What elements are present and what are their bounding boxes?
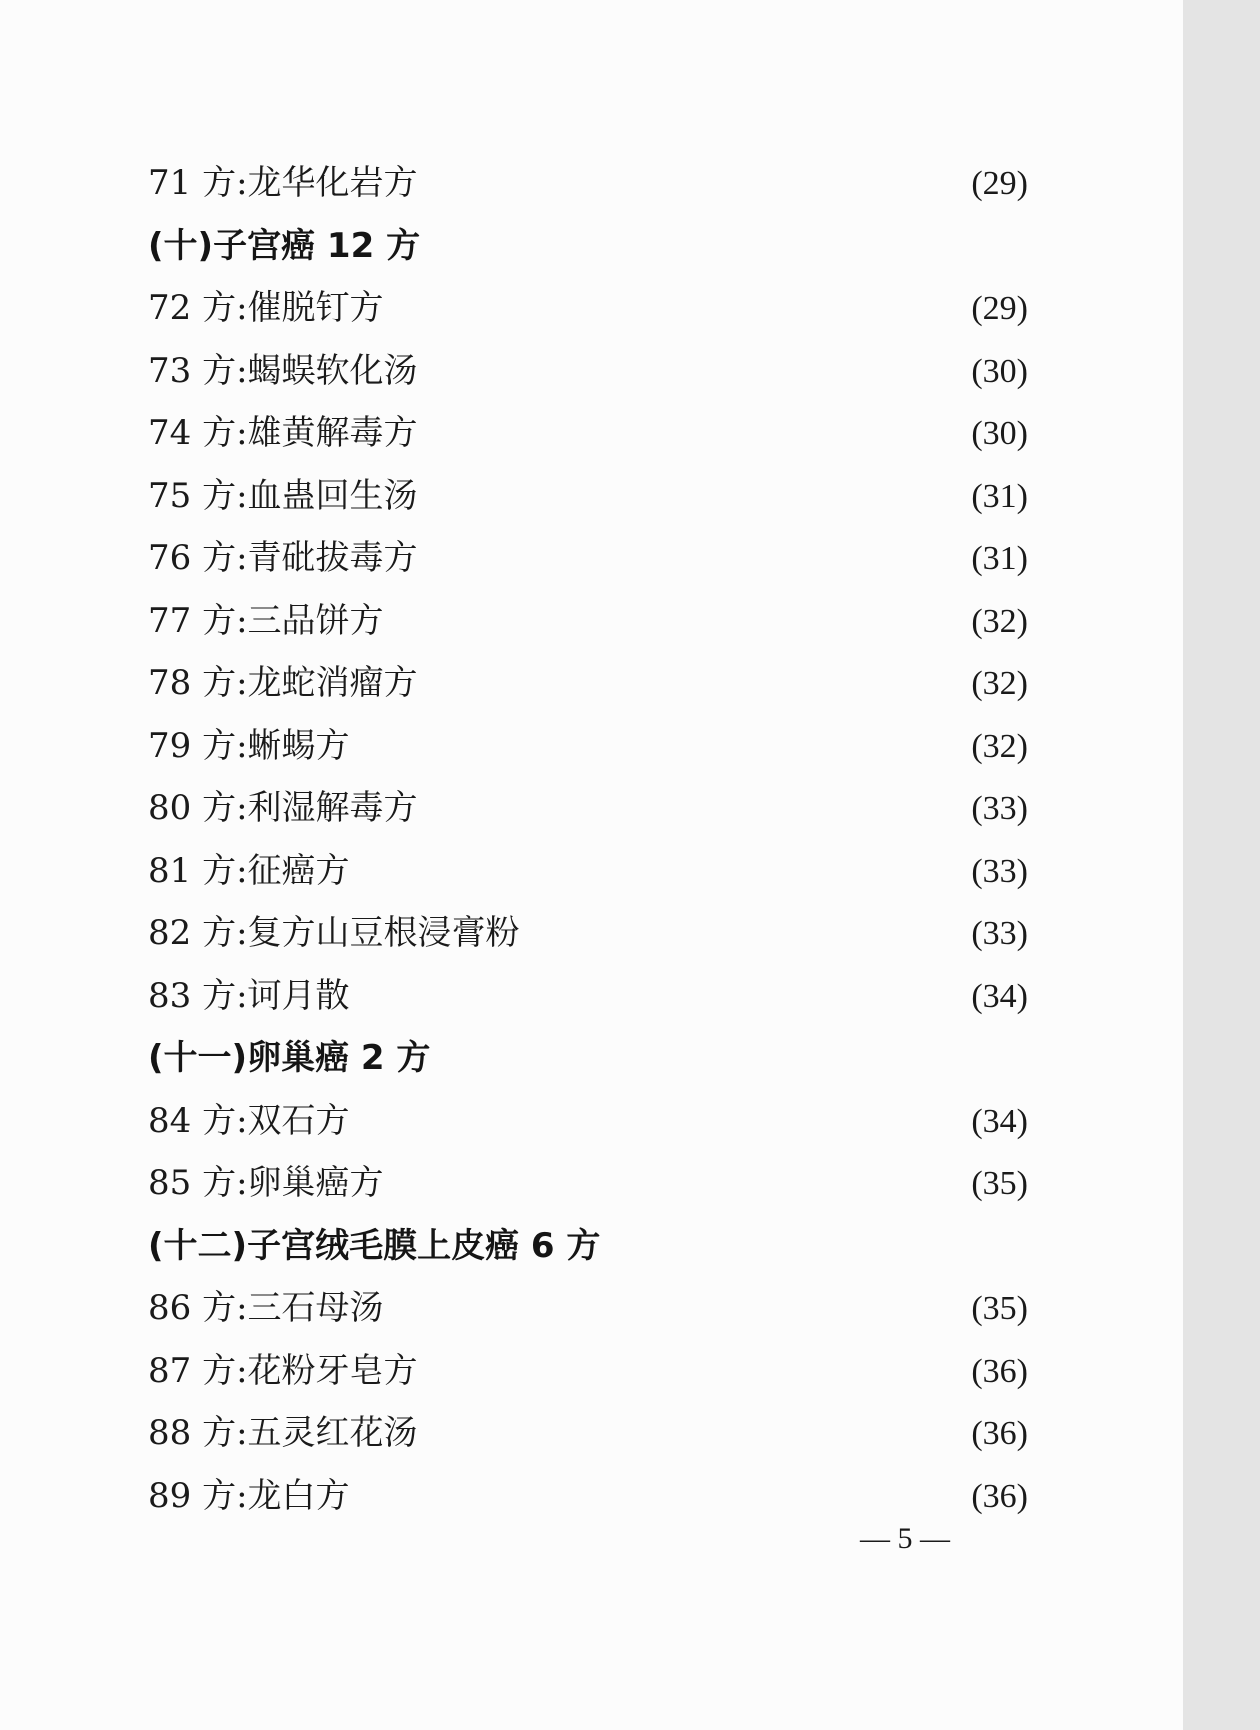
entry-label: [148, 340, 418, 403]
entry-page-number: (32): [971, 727, 1028, 765]
entry-number: 73: [148, 350, 192, 391]
dot-leader: [428, 551, 962, 571]
entry-title: 方:青砒拔毒方: [202, 538, 418, 578]
dot-leader: [394, 1176, 962, 1196]
dot-leader: [360, 989, 962, 1009]
entry-number: 76: [148, 538, 192, 578]
entry-page-number: (29): [971, 290, 1028, 327]
toc-entry: [148, 777, 1028, 840]
entry-title: 方:利湿解毒方: [202, 788, 418, 828]
entry-label: [148, 1465, 350, 1528]
entry-page-number: (33): [971, 852, 1028, 890]
entry-title: 方:蜥蜴方: [202, 725, 350, 766]
entry-label: [148, 527, 418, 590]
entry-page-number: (36): [971, 1477, 1028, 1515]
entry-title: 方:花粉牙皂方: [202, 1350, 418, 1391]
dot-leader: [360, 1114, 962, 1134]
toc-entry: [148, 902, 1028, 965]
entry-number: 75: [148, 475, 192, 516]
toc-entry: [148, 1465, 1028, 1528]
entry-title: 方:雄黄解毒方: [202, 413, 418, 453]
entry-title: 方:龙白方: [202, 1475, 350, 1516]
entry-title: 方:五灵红花汤: [202, 1413, 418, 1453]
entry-number: 85: [148, 1163, 192, 1203]
dot-leader: [360, 739, 962, 759]
entry-label: [148, 840, 350, 903]
entry-title: 方:征癌方: [202, 850, 350, 891]
entry-number: 87: [148, 1350, 192, 1391]
entry-page-number: (29): [971, 165, 1028, 202]
entry-page-number: (36): [971, 1415, 1028, 1452]
entry-label: [148, 1277, 384, 1340]
toc-entry: [148, 965, 1028, 1028]
entry-label: [148, 965, 350, 1028]
entry-page-number: (32): [971, 665, 1028, 702]
dot-leader: [360, 1489, 962, 1509]
dot-leader: [428, 426, 962, 446]
dot-leader: [394, 301, 962, 321]
toc-entry: [148, 340, 1028, 403]
entry-number: 72: [148, 288, 192, 328]
entry-number: 79: [148, 725, 192, 766]
entry-page-number: (30): [971, 352, 1028, 390]
entry-number: 71: [148, 163, 192, 203]
entry-label: [148, 402, 418, 465]
entry-label: [148, 777, 418, 840]
entry-page-number: (34): [971, 1102, 1028, 1140]
dot-leader: [428, 801, 962, 821]
entry-title: 方:蝎蜈软化汤: [202, 350, 418, 391]
entry-page-number: (33): [971, 915, 1028, 952]
entry-label: [148, 1402, 418, 1465]
entry-title: 方:血蛊回生汤: [202, 475, 418, 516]
entry-title: 方:双石方: [202, 1100, 350, 1141]
entry-label: [148, 715, 350, 778]
entry-label: [148, 1340, 418, 1403]
entry-title: 方:诃月散: [202, 975, 350, 1016]
toc-entry: [148, 465, 1028, 528]
toc-entry: [148, 590, 1028, 653]
entry-title: 方:卵巢癌方: [202, 1163, 384, 1203]
toc-entry: [148, 1152, 1028, 1215]
entry-label: [148, 652, 418, 715]
entry-page-number: (31): [971, 540, 1028, 577]
toc-entry: [148, 1277, 1028, 1340]
entry-number: 80: [148, 788, 192, 828]
entry-number: 81: [148, 850, 192, 891]
section-title: (十二)子宫绒毛膜上皮癌 6 方: [148, 1225, 601, 1266]
entry-page-number: (35): [971, 1165, 1028, 1202]
toc-entry: [148, 1402, 1028, 1465]
entry-number: 83: [148, 975, 192, 1016]
toc-entry: [148, 277, 1028, 340]
toc-entry: [148, 152, 1028, 215]
section-heading: [148, 1027, 1028, 1090]
dot-leader: [428, 1426, 962, 1446]
entry-number: 88: [148, 1413, 192, 1453]
entry-number: 78: [148, 663, 192, 703]
dot-leader: [428, 676, 962, 696]
toc-entry: [148, 715, 1028, 778]
entry-title: 方:催脱钉方: [202, 288, 384, 328]
entry-label: [148, 152, 418, 215]
dot-leader: [428, 176, 962, 196]
toc-entry: [148, 1340, 1028, 1403]
entry-label: [148, 1090, 350, 1153]
entry-title: 方:龙蛇消瘤方: [202, 663, 418, 703]
entry-title: 方:三石母汤: [202, 1288, 384, 1328]
toc-entry: [148, 840, 1028, 903]
dot-leader: [394, 1301, 962, 1321]
entry-number: 89: [148, 1475, 192, 1516]
entry-number: 84: [148, 1100, 192, 1141]
entry-number: 77: [148, 600, 192, 641]
entry-page-number: (30): [971, 415, 1028, 452]
dot-leader: [394, 614, 962, 634]
entry-label: [148, 1152, 384, 1215]
entry-page-number: (34): [971, 977, 1028, 1015]
dot-leader: [428, 1364, 962, 1384]
dot-leader: [530, 926, 962, 946]
entry-label: [148, 902, 520, 965]
section-heading: [148, 215, 1028, 278]
section-title: (十一)卵巢癌 2 方: [148, 1038, 431, 1078]
entry-title: 方:龙华化岩方: [202, 163, 418, 203]
entry-title: 方:复方山豆根浸膏粉: [202, 913, 520, 953]
entry-number: 82: [148, 913, 192, 953]
entry-number: 86: [148, 1288, 192, 1328]
dot-leader: [360, 864, 962, 884]
entry-page-number: (33): [971, 790, 1028, 827]
entry-number: 74: [148, 413, 192, 453]
table-of-contents: [148, 152, 1028, 1527]
entry-page-number: (32): [971, 602, 1028, 640]
dot-leader: [428, 364, 962, 384]
section-heading: [148, 1215, 1028, 1278]
toc-entry: [148, 527, 1028, 590]
toc-entry: [148, 1090, 1028, 1153]
entry-label: [148, 277, 384, 340]
dot-leader: [428, 489, 962, 509]
page-number: — 5 —: [860, 1522, 950, 1555]
toc-entry: [148, 652, 1028, 715]
entry-page-number: (31): [971, 477, 1028, 515]
toc-entry: [148, 402, 1028, 465]
entry-page-number: (35): [971, 1290, 1028, 1327]
entry-label: [148, 465, 418, 528]
entry-title: 方:三品饼方: [202, 600, 384, 641]
viewer-margin: [1183, 0, 1260, 1730]
entry-page-number: (36): [971, 1352, 1028, 1390]
section-title: (十)子宫癌 12 方: [148, 225, 421, 266]
entry-label: [148, 590, 384, 653]
